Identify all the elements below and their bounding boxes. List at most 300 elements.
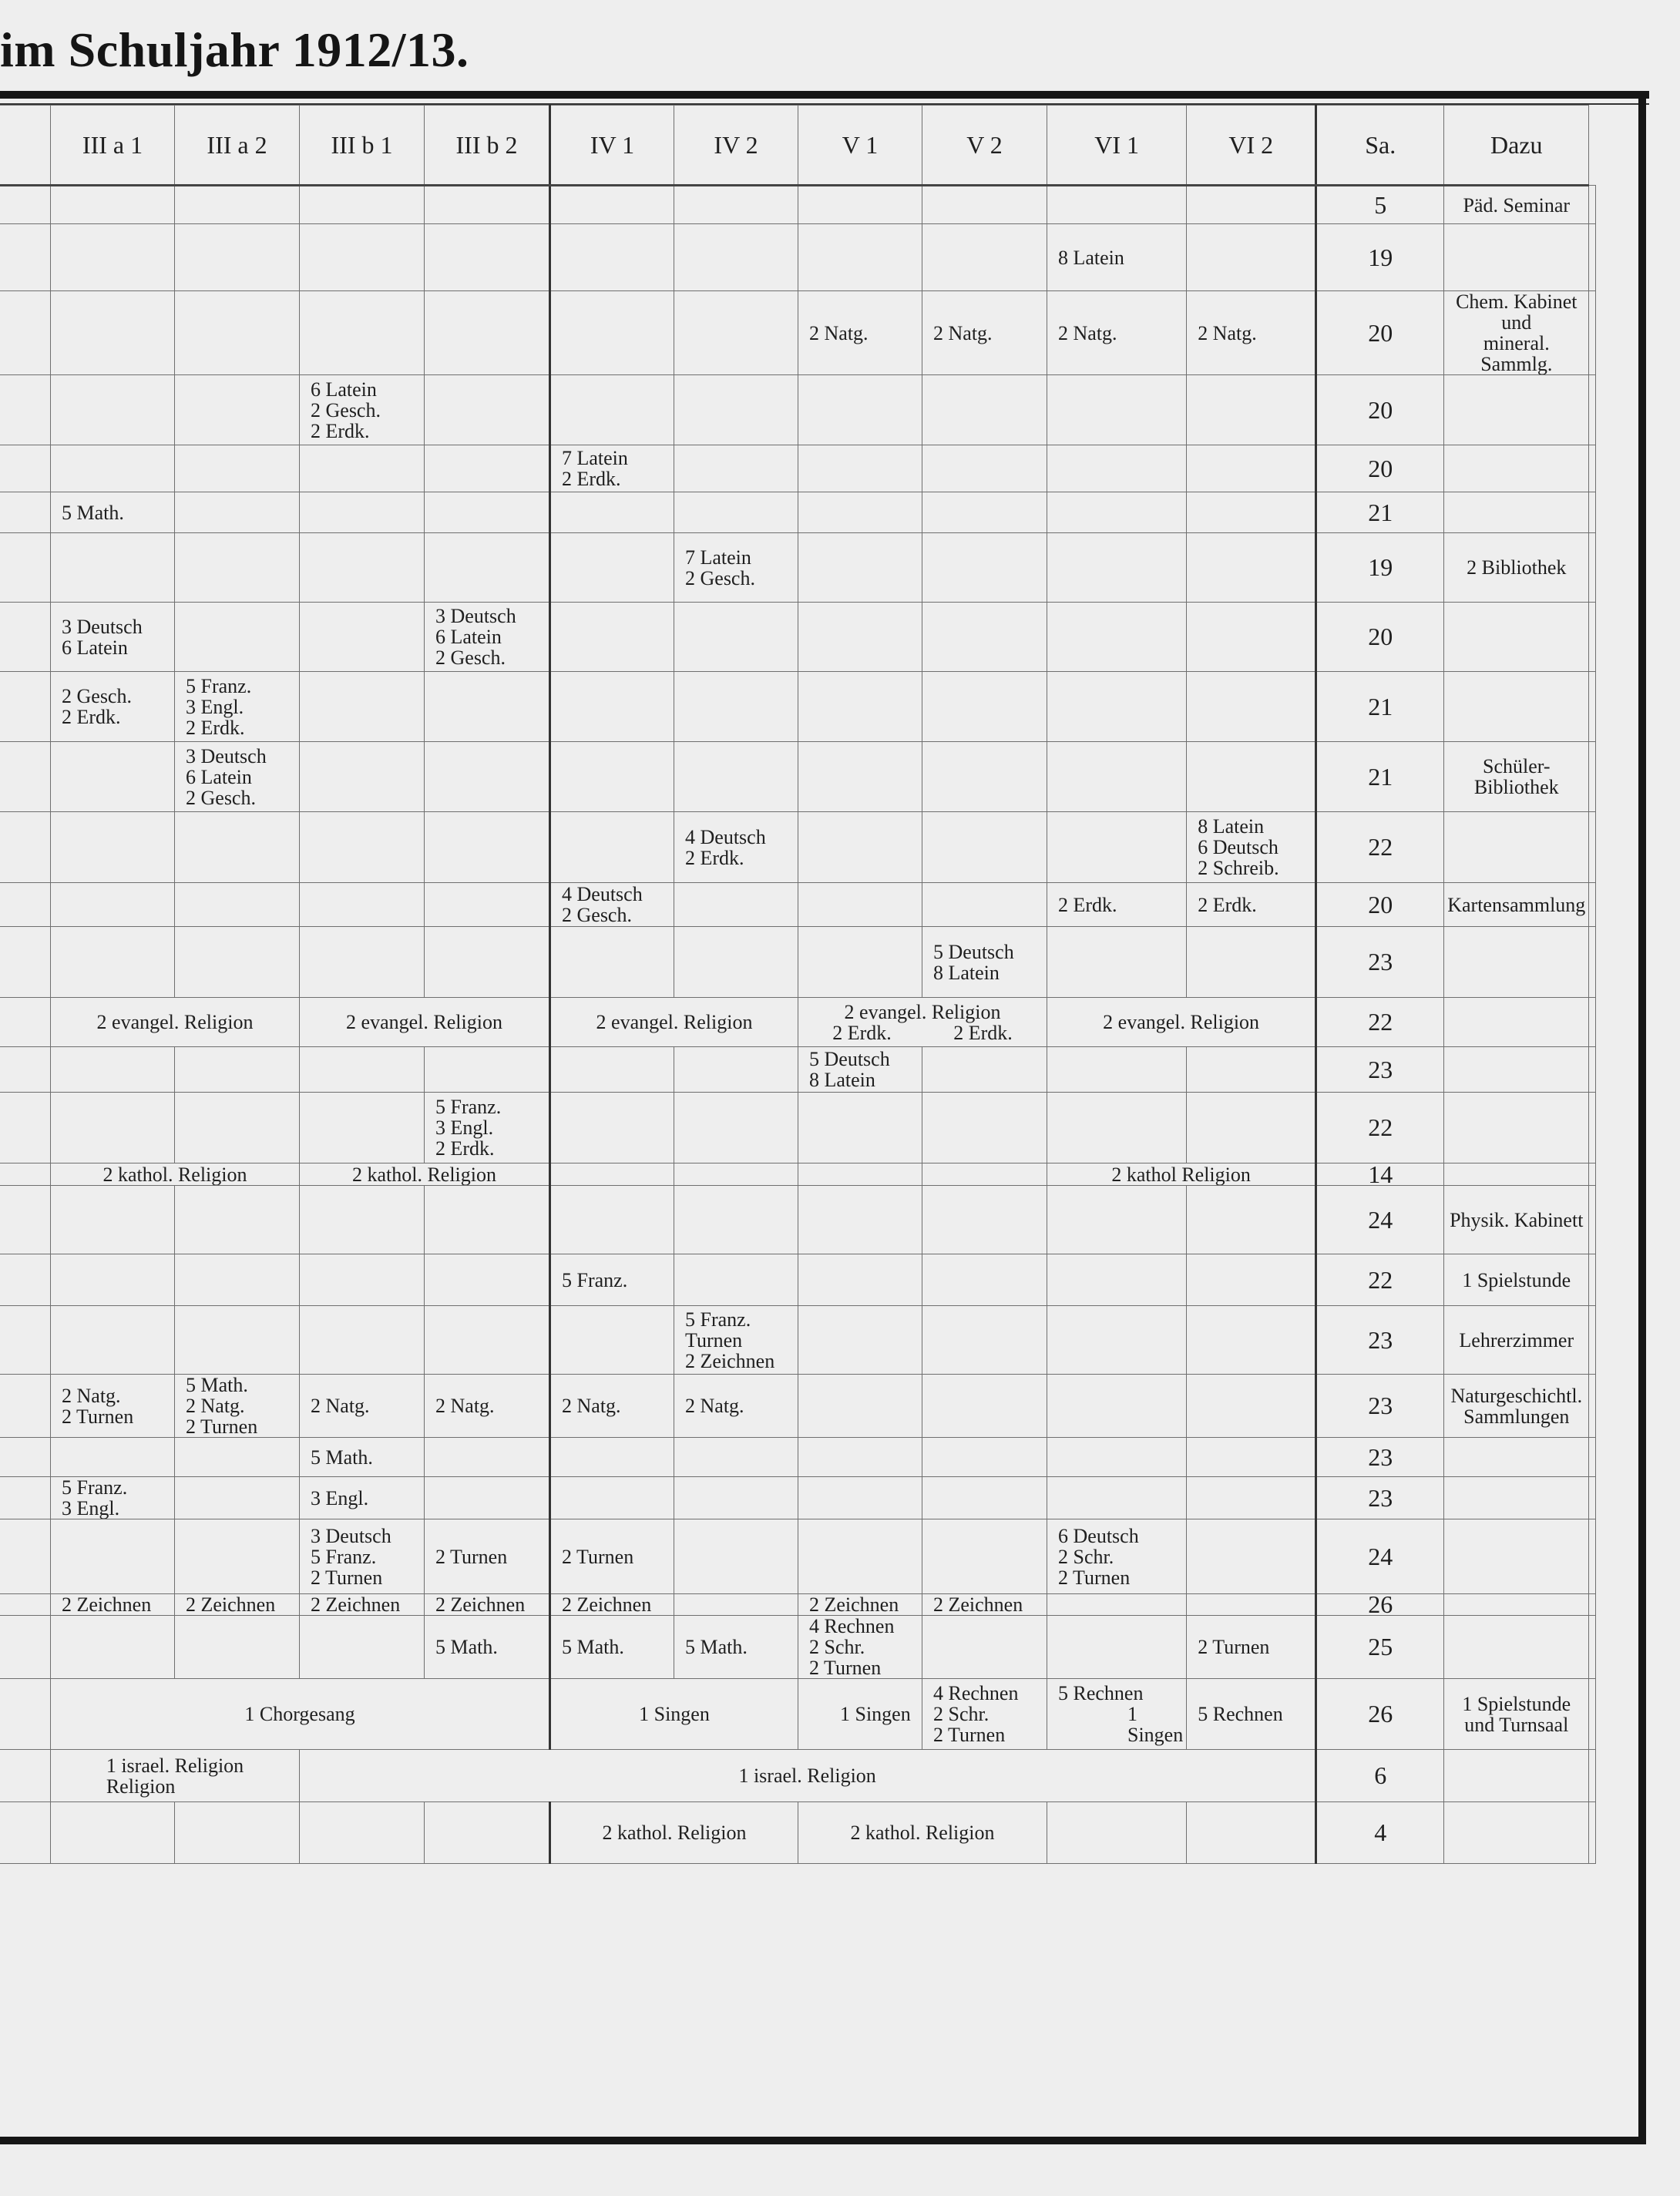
margin-cell: [1589, 1594, 1596, 1616]
cell-line: 2 Schreib.: [1198, 857, 1279, 879]
margin-cell: [1589, 603, 1596, 672]
cell-line: 2 Erdk.: [186, 716, 245, 739]
sum-cell: 22: [1316, 1254, 1444, 1306]
page-title: im Schuljahr 1912/13.: [0, 22, 469, 77]
empty-cell: [798, 883, 922, 927]
cell-line: 2 Erdk.: [685, 846, 744, 869]
cell-line: 2 kathol. Religion: [102, 1163, 247, 1186]
cell-line: 2 Natg.: [685, 1395, 744, 1417]
sum-cell: 4: [1316, 1802, 1444, 1864]
empty-cell: [1187, 224, 1316, 291]
margin-cell: [1589, 1254, 1596, 1306]
header-cell: III a 1: [51, 106, 175, 186]
schedule-cell: [175, 742, 300, 812]
empty-cell: [922, 1438, 1047, 1477]
cell-line: 2 Gesch.: [186, 786, 256, 809]
margin-cell: [1589, 186, 1596, 224]
empty-cell: [1187, 1519, 1316, 1594]
schedule-row: [0, 1438, 1596, 1477]
schedule-cell: [51, 603, 175, 672]
empty-cell: [674, 375, 798, 445]
schedule-row: [0, 186, 1596, 224]
cell-line: 2 evangel. Religion: [844, 1000, 1001, 1023]
empty-cell: [1047, 445, 1187, 492]
cell-line: 2 Gesch.: [685, 566, 755, 589]
cell-line: 2 Erdk.: [435, 1137, 495, 1160]
empty-cell: [1047, 1616, 1187, 1679]
empty-cell: [51, 1306, 175, 1375]
cell-line: Chem. Kabinet und: [1456, 290, 1578, 334]
empty-cell: [1187, 1594, 1316, 1616]
empty-cell: [1047, 1306, 1187, 1375]
empty-cell: [300, 533, 425, 603]
empty-cell: [922, 603, 1047, 672]
empty-cell: [550, 603, 674, 672]
empty-cell: [300, 812, 425, 883]
schedule-row: [0, 927, 1596, 998]
empty-cell: [1047, 1093, 1187, 1163]
schedule-cell: [1047, 291, 1187, 375]
dazu-cell: [1444, 927, 1589, 998]
empty-cell: [922, 1047, 1047, 1093]
empty-cell: [175, 1519, 300, 1594]
empty-cell: [175, 224, 300, 291]
schedule-cell: [674, 1306, 798, 1375]
empty-cell: [425, 1306, 550, 1375]
sum-cell: 23: [1316, 1306, 1444, 1375]
sum-cell: 22: [1316, 998, 1444, 1047]
empty-cell: [51, 533, 175, 603]
empty-cell: [51, 1802, 175, 1864]
cell-line: 5 Rechnen: [1198, 1703, 1283, 1725]
dazu-cell: [1444, 672, 1589, 742]
empty-cell: [1047, 1186, 1187, 1254]
cell-line: 2 evangel. Religion: [596, 1011, 753, 1033]
cell-line: 2 kathol. Religion: [602, 1822, 747, 1844]
empty-cell: [425, 672, 550, 742]
schedule-cell: [798, 1047, 922, 1093]
empty-cell: [1187, 186, 1316, 224]
empty-cell: [175, 1477, 300, 1519]
schedule-row: [0, 1093, 1596, 1163]
empty-cell: [674, 492, 798, 533]
dazu-cell: [1444, 998, 1589, 1047]
schedule-cell: [300, 1375, 425, 1438]
empty-cell: [922, 1375, 1047, 1438]
empty-cell: [51, 375, 175, 445]
dazu-cell: [1444, 375, 1589, 445]
schedule-row: [0, 603, 1596, 672]
cell-line: 3 Engl.: [435, 1116, 494, 1139]
empty-cell: [674, 1254, 798, 1306]
empty-cell: [674, 1093, 798, 1163]
empty-cell: [674, 1438, 798, 1477]
empty-cell: [425, 1047, 550, 1093]
schedule-table: [0, 105, 1596, 1864]
cell-line: Sammlungen: [1463, 1405, 1570, 1428]
cell-line: 4 Rechnen: [809, 1615, 895, 1637]
schedule-cell: [1047, 998, 1316, 1047]
cell-line: 5 Deutsch: [809, 1048, 890, 1070]
empty-cell: [1187, 672, 1316, 742]
empty-cell: [425, 1802, 550, 1864]
schedule-row: [0, 375, 1596, 445]
cell-line: 3 Engl.: [62, 1497, 120, 1519]
empty-cell: [550, 1093, 674, 1163]
header-cell: V 1: [798, 106, 922, 186]
cell-line: 2 Natg.: [933, 321, 993, 344]
empty-cell: [425, 375, 550, 445]
empty-cell: [175, 1438, 300, 1477]
margin-cell: [0, 998, 51, 1047]
margin-cell: [1589, 742, 1596, 812]
dazu-cell: [1444, 186, 1589, 224]
schedule-row: [0, 883, 1596, 927]
cell-line: 6 Latein: [311, 378, 377, 401]
sum-cell: 25: [1316, 1616, 1444, 1679]
cell-line: Bibliothek: [1473, 776, 1559, 798]
cell-line: 4 Rechnen: [933, 1682, 1019, 1704]
empty-cell: [300, 445, 425, 492]
sum-cell: 19: [1316, 533, 1444, 603]
cell-line: 2 Erdk.: [562, 468, 621, 490]
cell-line: 5 Rechnen: [1058, 1682, 1144, 1704]
empty-cell: [798, 224, 922, 291]
empty-cell: [798, 1375, 922, 1438]
empty-cell: [1047, 603, 1187, 672]
empty-cell: [51, 1519, 175, 1594]
empty-cell: [922, 1519, 1047, 1594]
empty-cell: [175, 1254, 300, 1306]
empty-cell: [798, 1093, 922, 1163]
empty-cell: [1047, 812, 1187, 883]
cell-line: Physik. Kabinett: [1450, 1208, 1584, 1231]
cell-line: 5 Franz.: [62, 1476, 128, 1499]
empty-cell: [922, 1306, 1047, 1375]
empty-cell: [300, 186, 425, 224]
empty-cell: [1047, 492, 1187, 533]
empty-cell: [1047, 1477, 1187, 1519]
empty-cell: [1187, 603, 1316, 672]
schedule-cell: [674, 812, 798, 883]
cell-line: 6 Deutsch: [1058, 1524, 1139, 1547]
cell-line: 5 Franz.: [311, 1545, 377, 1568]
dazu-cell: [1444, 1375, 1589, 1438]
margin-cell: [0, 883, 51, 927]
empty-cell: [300, 927, 425, 998]
cell-line: 2 Bibliothek: [1467, 556, 1567, 579]
empty-cell: [51, 1047, 175, 1093]
empty-cell: [674, 603, 798, 672]
sum-cell: 23: [1316, 1047, 1444, 1093]
frame-border-right: [1638, 91, 1646, 2144]
margin-cell: [1589, 1438, 1596, 1477]
cell-line: 1 Singen: [639, 1703, 710, 1725]
schedule-cell: [300, 1750, 1316, 1802]
schedule-row: [0, 1186, 1596, 1254]
empty-cell: [1187, 742, 1316, 812]
header-cell: III a 2: [175, 106, 300, 186]
cell-line: 1 Singen: [840, 1703, 911, 1725]
margin-cell: [0, 1477, 51, 1519]
cell-line: 2 Turnen: [562, 1545, 634, 1568]
empty-cell: [425, 533, 550, 603]
margin-cell: [0, 672, 51, 742]
cell-line: 6 Latein: [435, 626, 502, 648]
empty-cell: [550, 186, 674, 224]
empty-cell: [922, 186, 1047, 224]
schedule-cell: [922, 291, 1047, 375]
dazu-cell: [1444, 1254, 1589, 1306]
schedule-cell: [798, 998, 1047, 1047]
empty-cell: [425, 445, 550, 492]
dazu-cell: [1444, 883, 1589, 927]
sum-cell: 6: [1316, 1750, 1444, 1802]
schedule-cell: [51, 1163, 300, 1186]
empty-cell: [1047, 1802, 1187, 1864]
schedule-row: [0, 1375, 1596, 1438]
empty-cell: [798, 533, 922, 603]
schedule-cell: [1187, 812, 1316, 883]
empty-cell: [550, 742, 674, 812]
margin-cell: [1589, 1750, 1596, 1802]
empty-cell: [798, 492, 922, 533]
empty-cell: [674, 186, 798, 224]
dazu-cell: [1444, 1519, 1589, 1594]
schedule-cell: [300, 1477, 425, 1519]
schedule-row: [0, 1594, 1596, 1616]
sum-cell: 20: [1316, 375, 1444, 445]
empty-cell: [922, 445, 1047, 492]
schedule-row: [0, 1254, 1596, 1306]
dazu-cell: [1444, 1047, 1589, 1093]
margin-cell: [0, 927, 51, 998]
schedule-cell: [550, 1679, 798, 1750]
cell-line: 4 Deutsch: [562, 883, 643, 905]
empty-cell: [798, 603, 922, 672]
schedule-cell: [798, 1594, 922, 1616]
schedule-cell: [1047, 1163, 1316, 1186]
header-cell: Sa.: [1316, 106, 1444, 186]
empty-cell: [1047, 1047, 1187, 1093]
cell-line: 3 Deutsch: [311, 1524, 391, 1547]
cell-line: 2 Erdk.: [1198, 893, 1257, 916]
schedule-row: [0, 812, 1596, 883]
schedule-cell: [1187, 1616, 1316, 1679]
sum-cell: 23: [1316, 1375, 1444, 1438]
empty-cell: [674, 1477, 798, 1519]
empty-cell: [425, 742, 550, 812]
empty-cell: [674, 927, 798, 998]
dazu-cell: [1444, 1477, 1589, 1519]
empty-cell: [674, 1186, 798, 1254]
margin-cell: [0, 1679, 51, 1750]
cell-line: 2 Natg.: [435, 1395, 495, 1417]
margin-cell: [1589, 1375, 1596, 1438]
margin-cell: [0, 224, 51, 291]
empty-cell: [425, 1186, 550, 1254]
empty-cell: [798, 445, 922, 492]
schedule-cell: [300, 375, 425, 445]
cell-line: 8 Latein: [933, 961, 1000, 984]
cell-line: 2 kathol Religion: [1111, 1163, 1251, 1186]
cell-line: 2 Turnen: [1198, 1636, 1270, 1658]
empty-cell: [300, 1802, 425, 1864]
margin-cell: [1589, 998, 1596, 1047]
empty-cell: [1187, 533, 1316, 603]
sum-cell: 22: [1316, 1093, 1444, 1163]
schedule-cell: [51, 1750, 300, 1802]
empty-cell: [300, 1616, 425, 1679]
header-margin: [0, 106, 51, 186]
empty-cell: [175, 883, 300, 927]
cell-line: 1 israel. Religion: [738, 1765, 876, 1787]
cell-line: 2 Erdk.: [832, 1021, 892, 1044]
schedule-row: [0, 1163, 1596, 1186]
schedule-cell: [550, 883, 674, 927]
cell-line: 2 evangel. Religion: [96, 1011, 254, 1033]
sum-cell: 23: [1316, 927, 1444, 998]
schedule-cell: [51, 1679, 550, 1750]
sum-cell: 21: [1316, 672, 1444, 742]
header-cell: V 2: [922, 106, 1047, 186]
margin-cell: [1589, 1519, 1596, 1594]
schedule-row: [0, 1477, 1596, 1519]
margin-cell: [0, 812, 51, 883]
empty-cell: [51, 927, 175, 998]
cell-line: 2 evangel. Religion: [1103, 1011, 1260, 1033]
empty-cell: [550, 375, 674, 445]
empty-cell: [1187, 1802, 1316, 1864]
margin-cell: [1589, 224, 1596, 291]
cell-line: 1 israel. Religion: [106, 1754, 244, 1777]
schedule-cell: [425, 1616, 550, 1679]
cell-line: 5 Franz.: [562, 1268, 628, 1291]
margin-cell: [0, 742, 51, 812]
cell-line: 2 Natg.: [1198, 321, 1257, 344]
cell-line: 2 Gesch.: [435, 646, 506, 669]
empty-cell: [674, 672, 798, 742]
empty-cell: [798, 186, 922, 224]
empty-cell: [300, 883, 425, 927]
margin-cell: [1589, 812, 1596, 883]
empty-cell: [51, 883, 175, 927]
cell-line: Lehrerzimmer: [1459, 1328, 1574, 1352]
sum-cell: 20: [1316, 883, 1444, 927]
sum-cell: 24: [1316, 1186, 1444, 1254]
schedule-cell: [300, 998, 550, 1047]
empty-cell: [922, 672, 1047, 742]
margin-cell: [1589, 1616, 1596, 1679]
cell-line: 2 Turnen: [62, 1405, 134, 1428]
cell-line: 2 Natg.: [311, 1395, 370, 1417]
cell-line: 2 evangel. Religion: [346, 1011, 502, 1033]
empty-cell: [922, 1477, 1047, 1519]
cell-line: 8 Latein: [809, 1069, 875, 1091]
empty-cell: [922, 1093, 1047, 1163]
empty-cell: [425, 812, 550, 883]
empty-cell: [51, 186, 175, 224]
sum-cell: 20: [1316, 291, 1444, 375]
schedule-cell: [425, 1093, 550, 1163]
dazu-cell: [1444, 1163, 1589, 1186]
schedule-cell: [550, 998, 798, 1047]
empty-cell: [550, 1163, 674, 1186]
margin-cell: [1589, 1477, 1596, 1519]
empty-cell: [798, 1519, 922, 1594]
empty-cell: [550, 672, 674, 742]
empty-cell: [51, 224, 175, 291]
schedule-row: [0, 1802, 1596, 1864]
empty-cell: [1047, 186, 1187, 224]
empty-cell: [674, 1519, 798, 1594]
cell-line: 2 Erdk.: [953, 1021, 1013, 1044]
cell-line: 5 Math.: [685, 1636, 748, 1658]
schedule-cell: [1047, 883, 1187, 927]
empty-cell: [798, 1477, 922, 1519]
schedule-cell: [550, 1519, 674, 1594]
sum-cell: 21: [1316, 492, 1444, 533]
empty-cell: [550, 492, 674, 533]
empty-cell: [1047, 672, 1187, 742]
cell-line: 2 Zeichnen: [62, 1593, 152, 1616]
cell-line: 2 Natg.: [62, 1384, 121, 1407]
sum-cell: 26: [1316, 1679, 1444, 1750]
sum-cell: 19: [1316, 224, 1444, 291]
empty-cell: [300, 291, 425, 375]
empty-cell: [51, 1186, 175, 1254]
empty-cell: [1187, 927, 1316, 998]
cell-line: und Turnsaal: [1464, 1713, 1569, 1736]
empty-cell: [175, 533, 300, 603]
cell-line: 5 Franz.: [435, 1096, 502, 1118]
header-cell: Dazu: [1444, 106, 1589, 186]
margin-cell: [0, 1375, 51, 1438]
empty-cell: [175, 1306, 300, 1375]
cell-line: 1 Spielstunde: [1462, 1268, 1571, 1291]
empty-cell: [1047, 1254, 1187, 1306]
cell-line: 2 kathol. Religion: [351, 1163, 497, 1186]
empty-cell: [1047, 742, 1187, 812]
margin-cell: [1589, 672, 1596, 742]
empty-cell: [175, 1186, 300, 1254]
empty-cell: [300, 742, 425, 812]
cell-line: 7 Latein: [685, 546, 751, 569]
empty-cell: [922, 1616, 1047, 1679]
cell-line: 8 Latein: [1198, 815, 1265, 838]
cell-line: Religion: [106, 1775, 176, 1798]
schedule-cell: [922, 1594, 1047, 1616]
cell-line: 3 Deutsch: [186, 744, 267, 767]
cell-line: 2 Schr.: [809, 1636, 865, 1658]
margin-cell: [0, 1519, 51, 1594]
cell-line: 1 Singen: [1127, 1703, 1184, 1746]
title-rule: [0, 91, 1649, 99]
schedule-cell: [51, 1375, 175, 1438]
empty-cell: [175, 927, 300, 998]
empty-cell: [674, 742, 798, 812]
cell-line: 2 Turnen: [186, 1415, 258, 1438]
schedule-row: [0, 1306, 1596, 1375]
cell-line: Schüler-: [1482, 755, 1551, 777]
empty-cell: [175, 445, 300, 492]
cell-line: 2 Schr.: [933, 1703, 990, 1725]
empty-cell: [300, 1047, 425, 1093]
empty-cell: [51, 1616, 175, 1679]
cell-line: 6 Deutsch: [1198, 836, 1278, 858]
margin-cell: [0, 1254, 51, 1306]
margin-cell: [0, 1616, 51, 1679]
